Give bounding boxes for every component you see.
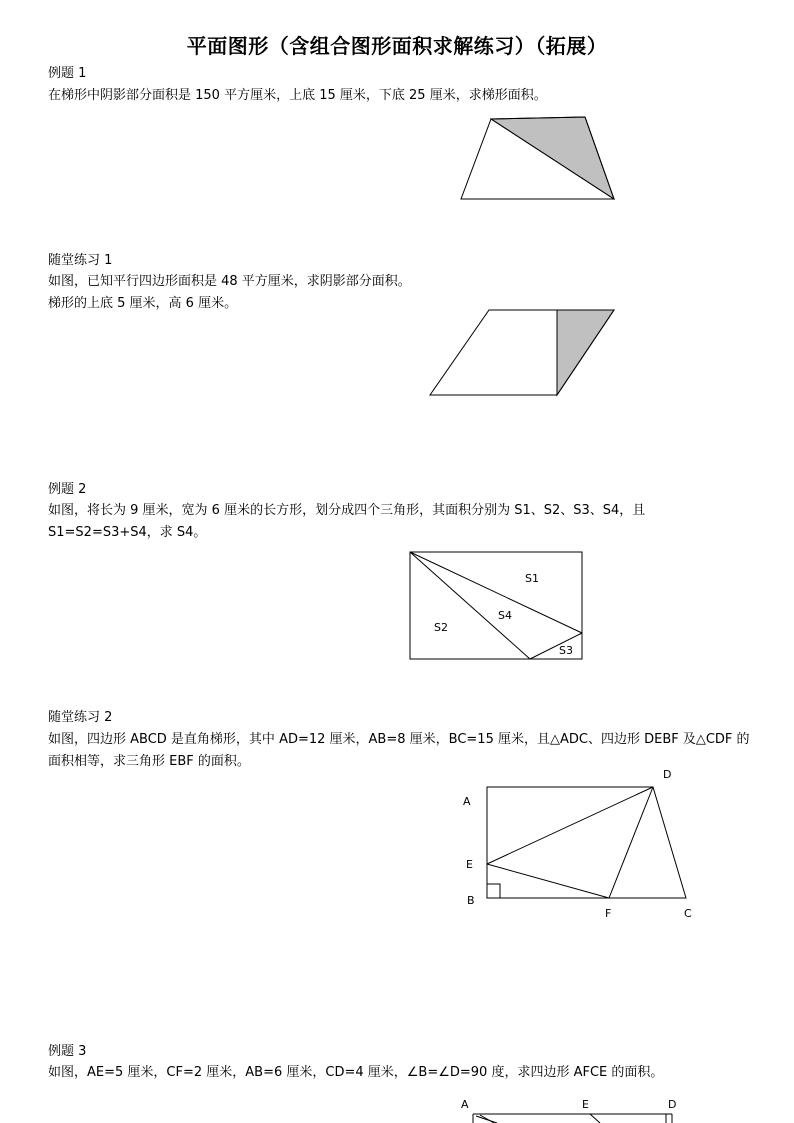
label-a: A — [461, 1098, 469, 1111]
trapezoid-figure — [461, 117, 614, 199]
label-e: E — [466, 858, 473, 871]
label-s1: S1 — [525, 572, 539, 585]
example-2-text: 如图，将长为 9 厘米，宽为 6 厘米的长方形，划分成四个三角形，其面积分别为 S1、S2、S3、S4，且 S1=S2=S3+S4，求 S4。 — [48, 503, 646, 540]
label-e: E — [582, 1098, 589, 1111]
label-b: B — [467, 894, 475, 907]
label-s4: S4 — [498, 609, 512, 622]
label-s2: S2 — [434, 621, 448, 634]
example-3-heading: 例题 3 — [48, 1044, 87, 1059]
parallelogram-figure — [430, 310, 614, 395]
label-s3: S3 — [559, 644, 573, 657]
rect-segment — [410, 552, 530, 659]
rectangle-triangles-figure — [410, 552, 582, 659]
label-d: D — [668, 1098, 677, 1111]
practice-2-heading: 随堂练习 2 — [48, 710, 113, 725]
example-2-heading: 例题 2 — [48, 482, 87, 497]
practice-1-heading: 随堂练习 1 — [48, 253, 113, 268]
segment-a — [476, 1116, 497, 1123]
quadrilateral-figure-partial — [461, 1098, 676, 1123]
right-trapezoid-figure — [463, 768, 692, 920]
label-f: F — [605, 907, 612, 920]
segment-fd — [609, 787, 653, 898]
rectangle-outline — [410, 552, 582, 659]
page-title: 平面图形（含组合图形面积求解练习）（拓展） — [186, 34, 608, 58]
example-1-heading: 例题 1 — [48, 66, 87, 81]
practice-1-text-line1: 如图，已知平行四边形面积是 48 平方厘米，求阴影部分面积。 — [48, 274, 411, 289]
trapezoid-outline — [487, 787, 686, 898]
label-c: C — [684, 907, 692, 920]
right-angle-mark — [487, 884, 500, 898]
segment-e — [590, 1114, 600, 1123]
practice-1-text-line2: 梯形的上底 5 厘米，高 6 厘米。 — [48, 296, 238, 311]
rect-segment — [530, 633, 582, 659]
segment-a2 — [480, 1115, 494, 1123]
example-3-text: 如图，AE=5 厘米，CF=2 厘米，AB=6 厘米，CD=4 厘米，∠B=∠D=90 度，求四边形 AFCE 的面积。 — [48, 1065, 664, 1080]
practice-2-text: 如图，四边形 ABCD 是直角梯形，其中 AD=12 厘米，AB=8 厘米，BC=15 厘米，且△ADC、四边形 DEBF 及△CDF 的面积相等，求三角形 EBF 的面积。 — [48, 732, 750, 769]
segment-ef — [487, 864, 609, 898]
label-a: A — [463, 795, 471, 808]
example-1-text: 在梯形中阴影部分面积是 150 平方厘米，上底 15 厘米，下底 25 厘米，求梯形面积。 — [48, 88, 547, 103]
label-d: D — [663, 768, 672, 781]
segment-ed — [487, 787, 653, 864]
